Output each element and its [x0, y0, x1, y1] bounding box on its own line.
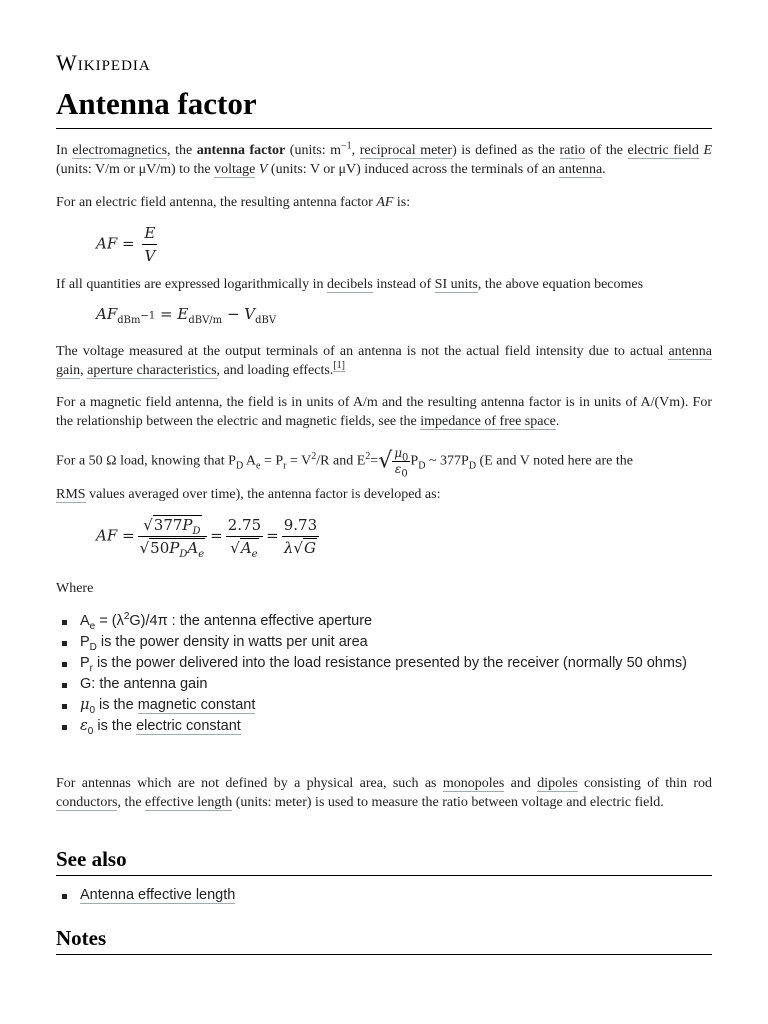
see-also-list — [56, 886, 712, 907]
link-antenna[interactable]: antenna — [558, 162, 603, 177]
magnetic-paragraph: For a magnetic field antenna, the field is in units of A/m and the resulting antenna factor is in units of A/(Vm). For the relationship between the electric and magnetic fields, see the impedance of free space. — [56, 395, 712, 429]
link-electric-field[interactable]: electric field — [627, 143, 699, 158]
list-item: $\mu_0$ is the magnetic constant — [56, 696, 712, 715]
effective-length-paragraph: For antennas which are not defined by a physical area, such as monopoles and dipoles consisting of thin rod conductors, the effective length (units: meter) is used to measure the ratio between voltage and electric field. — [56, 776, 713, 810]
link-electric-constant[interactable]: electric constant — [136, 718, 241, 734]
link-monopoles[interactable]: monopoles — [442, 776, 505, 791]
link-aperture-characteristics[interactable]: aperture characteristics — [87, 363, 217, 378]
list-item: $P_D$ is the power density in watts per unit area — [56, 633, 712, 652]
link-rms[interactable]: RMS — [56, 487, 86, 502]
notes-heading: Notes — [56, 924, 712, 955]
list-item — [56, 886, 712, 905]
formula-af-developed: AF = $\frac{√377P_D}{√50P_DA_e}$ = $\frac{2.75}{√A_e}$ = $\frac{9.73}{\lambda√G}$ — [96, 516, 318, 560]
link-ratio[interactable]: ratio — [559, 143, 586, 158]
link-decibels[interactable]: decibels — [326, 277, 373, 292]
where-label: Where — [56, 581, 94, 596]
link-dipoles[interactable]: dipoles — [537, 776, 578, 791]
load-paragraph-cont: RMS values averaged over time), the antenna factor is developed as: — [56, 487, 441, 502]
reference-1[interactable]: [1] — [333, 360, 345, 372]
link-reciprocal-meter[interactable]: reciprocal meter — [359, 143, 453, 158]
logarithmic-paragraph: If all quantities are expressed logarithmically in decibels instead of SI units, the above equation becomes — [56, 277, 644, 292]
link-si-units[interactable]: SI units — [434, 277, 478, 292]
voltage-paragraph: The voltage measured at the output terminals of an antenna is not the actual field intensity due to actual antenna gain, aperture characteristics, and loading effects.[1] — [56, 344, 712, 378]
link-voltage[interactable]: voltage — [214, 162, 256, 177]
list-item: $P_r$ is the power delivered into the load resistance presented by the receiver (normally 50 ohms) — [56, 654, 712, 673]
definitions-list — [56, 612, 712, 738]
link-antenna-effective-length[interactable]: Antenna effective length — [80, 887, 236, 903]
formula-af-db: $AF_{dBm^{-1}} = E_{dBV/m} - V_{dBV}$ — [96, 305, 277, 326]
link-effective-length[interactable]: effective length — [145, 795, 233, 810]
wikipedia-wordmark[interactable]: Wikipedia — [56, 50, 151, 75]
see-also-heading: See also — [56, 845, 712, 876]
list-item: $\varepsilon_0$ is the electric constant — [56, 717, 712, 736]
link-electromagnetics[interactable]: electromagnetics — [72, 143, 168, 158]
link-magnetic-constant[interactable]: magnetic constant — [137, 697, 256, 713]
link-antenna-gain[interactable]: antenna gain — [56, 344, 712, 378]
load-paragraph: For a 50 Ω load, knowing that $P_D$ $A_e = P_r = V^2/R$ and $E^2=√$ $\frac{\mu_0}{\varepsilon_0}$ $P_D$ ~ $377P_D$ (E and V noted here are the — [56, 446, 633, 480]
fraction: $\frac{E}{V}$ — [144, 224, 156, 265]
list-item: $A_e = (\lambda^2G)/4\pi$ : the antenna effective aperture — [56, 612, 712, 631]
term-antenna-factor: antenna factor — [196, 143, 286, 158]
list-item: G: the antenna gain — [56, 675, 712, 694]
formula-af-ratio: AF = $\frac{E}{V}$ — [96, 224, 156, 265]
link-impedance-free-space[interactable]: impedance of free space — [420, 414, 556, 429]
link-conductors[interactable]: conductors — [56, 795, 118, 810]
electric-field-paragraph: For an electric field antenna, the resulting antenna factor AF is: — [56, 195, 411, 210]
intro-paragraph: In electromagnetics, the antenna factor (units: $m^{-1}$, reciprocal meter) is defined as the ratio of the electric field E (units: V/m or μV/m) to the voltage V (units: V or μV) induced across the terminals of an antenna. — [56, 140, 713, 177]
sqrt-mu-over-eps: √ $\frac{\mu_0}{\varepsilon_0}$ — [378, 446, 409, 480]
page-title: Antenna factor — [56, 84, 712, 129]
